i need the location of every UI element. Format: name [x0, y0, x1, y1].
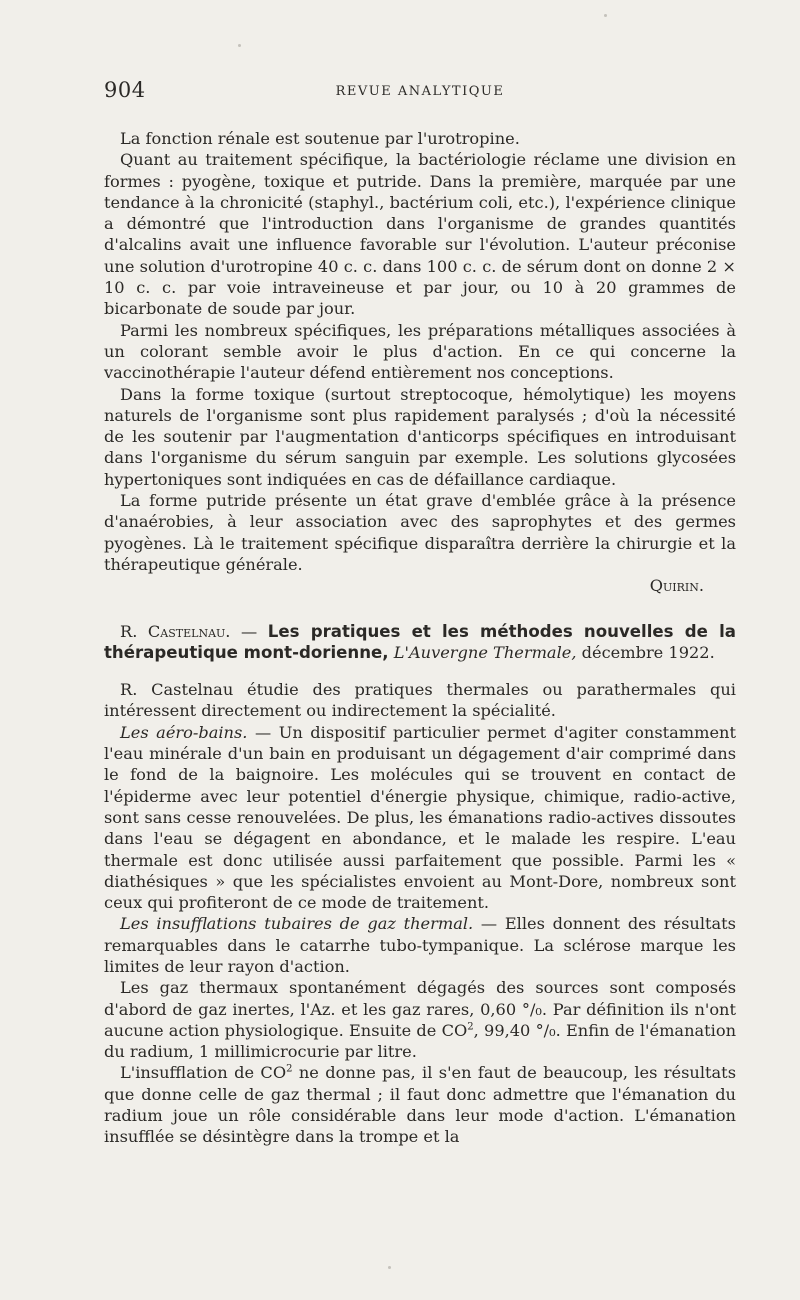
paragraph-text: La forme putride présente un état grave d'emblée grâce à la présence d'anaérobies, à leur association avec des saprophytes et des germes pyogènes. Là le traitement spécifique disparaîtra derrière la chirurgie et la thérapeutique générale. — [104, 491, 736, 574]
reviewer-signature: Quirin. — [649, 576, 704, 596]
paragraph: Parmi les nombreux spécifiques, les préparations métalliques associées à un colorant semble avoir le plus d'action. En ce qui concerne la vaccinothérapie l'auteur défend entièrement nos conceptions. — [104, 320, 736, 383]
paragraph: Quant au traitement spécifique, la bactériologie réclame une division en formes : pyogène, toxique et putride. Dans la première, marquée par une tendance à la chronicité (staphyl., bactérium coli, etc.), l'expérience clinique a démontré que l'introduction dans l'organisme de grandes quantités d'alcalins avait une influence favorable sur l'évolution. L'auteur préconise une solution d'urotropine 40 c. c. dans 100 c. c. de sérum dont on donne 2 × 10 c. c. par voie intraveineuse et par jour, ou 10 à 20 grammes de bicarbonate de soude par jour. — [104, 150, 736, 319]
paragraph: R. Castelnau étudie des pratiques thermales ou parathermales qui intéressent directement ou indirectement la spécialité. — [104, 680, 736, 721]
paragraph — [104, 722, 736, 914]
citation-author: R. Castelnau. — [120, 621, 231, 641]
citation-journal: L'Auvergne Thermale, — [393, 642, 577, 662]
paragraph — [104, 913, 736, 977]
paragraph-text: L'insufflation de CO — [120, 1063, 287, 1083]
paragraph — [104, 977, 736, 1062]
scan-speck — [388, 1266, 391, 1269]
signature-line — [104, 575, 736, 596]
scan-speck — [238, 44, 241, 47]
paragraph-text: ne donne pas, il s'en faut de beaucoup, les résultats que donne celle de gaz thermal ; il faut donc admettre que l'émanation du radium joue un rôle considérable dans leur mode d'action. L'émanation insufflée se désintègre dans la trompe et la — [104, 1063, 736, 1147]
citation-title: Les pratiques et les méthodes nouvelles de la thérapeutique mont-dorienne, — [104, 621, 736, 662]
scan-speck — [604, 14, 607, 17]
paragraph-text: , 99,40 °/₀. Enfin de l'émanation du radium, 1 millimicrocurie par litre. — [104, 1020, 736, 1062]
paragraph-text: Les gaz thermaux spontanément dégagés des sources sont composés d'abord de gaz inertes, l'Az. et les gaz rares, 0,60 °/₀. Par définition ils n'ont aucune action physiologique. Ensuite de CO — [104, 978, 736, 1040]
running-title: REVUE ANALYTIQUE — [335, 84, 505, 99]
page-number: 904 — [104, 78, 146, 102]
superscript: 2 — [467, 1021, 474, 1033]
citation — [104, 621, 736, 664]
paragraph-text: — Un dispositif particulier permet d'agiter constamment l'eau minérale d'un bain en produisant un dégagement d'air comprimé dans le fond de la baignoire. Les molécules qui se trouvent en contact de l'épiderme avec leur potentiel d'énergie physique, chimique, radio-active, sont sans cesse renouvelées. De plus, les émanations radio-actives dissoutes dans l'eau se dégagent en abondance, et le malade les respire. L'eau thermale est donc utilisée aussi parfaitement que possible. Parmi les « diathésiques » que les spécialistes envoient au Mont-Dore, nombreux sont ceux qui profiteront de ce mode de traitement. — [104, 722, 736, 913]
run-in-heading: Les aéro-bains. — [120, 722, 248, 742]
page-header — [104, 78, 736, 106]
superscript: 2 — [286, 1064, 293, 1076]
section-gap — [104, 663, 736, 679]
paragraph — [104, 1062, 736, 1147]
citation-dash: — — [230, 621, 268, 641]
run-in-heading: Les insufflations tubaires de gaz thermal. — [120, 914, 474, 934]
section-gap — [104, 597, 736, 621]
citation-date: décembre 1922. — [581, 642, 715, 662]
paragraph — [104, 490, 736, 575]
paragraph-text: — Elles donnent des résultats remarquables dans le catarrhe tubo-tympanique. La sclérose marque les limites de leur rayon d'action. — [104, 914, 736, 976]
paragraph: La fonction rénale est soutenue par l'urotropine. — [120, 129, 520, 148]
paragraph: Dans la forme toxique (surtout streptocoque, hémolytique) les moyens naturels de l'organisme sont plus rapidement paralysés ; d'où la nécessité de les soutenir par l'augmentation d'anticorps spécifiques en introduisant dans l'organisme du sérum sanguin par exemple. Les solutions glycosées hypertoniques sont indiquées en cas de défaillance cardiaque. — [104, 384, 736, 489]
page-body — [104, 128, 736, 1148]
